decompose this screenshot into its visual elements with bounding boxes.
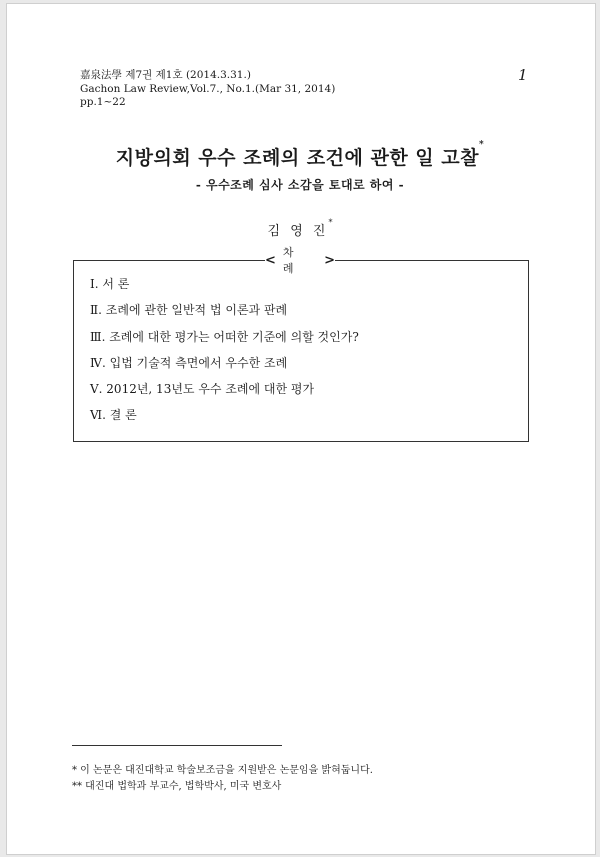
journal-pages: pp.1~22 bbox=[80, 96, 126, 108]
toc-heading-label: 차 례 bbox=[282, 246, 300, 275]
title-footnote-mark: * bbox=[479, 140, 485, 150]
toc-item: Ⅵ. 결 론 bbox=[90, 408, 137, 423]
paper-title-text: 지방의회 우수 조례의 조건에 관한 일 고찰 bbox=[115, 147, 479, 169]
toc-item: Ⅴ. 2012년, 13년도 우수 조례에 대한 평가 bbox=[90, 382, 315, 397]
journal-line-english: Gachon Law Review,Vol.7., No.1.(Mar 31, 2014) bbox=[80, 82, 336, 95]
paper-subtitle: - 우수조례 심사 소감을 토대로 하여 - bbox=[195, 178, 405, 192]
journal-citation bbox=[80, 69, 335, 110]
paper-title bbox=[0, 140, 600, 170]
footnote-funding: * 이 논문은 대진대학교 학술보조금을 지원받은 논문임을 밝혀둡니다. bbox=[72, 765, 373, 776]
footnote-author-affiliation: ** 대진대 법학과 부교수, 법학박사, 미국 변호사 bbox=[72, 781, 282, 792]
toc-heading-left-bracket: < bbox=[265, 252, 276, 268]
journal-line-korean: 嘉泉法學 제7권 제1호 (2014.3.31.) bbox=[80, 69, 251, 81]
toc-heading-right-bracket: > bbox=[324, 252, 335, 268]
toc-item: Ⅲ. 조례에 대한 평가는 어떠한 기준에 의할 것인가? bbox=[90, 329, 359, 344]
toc-list bbox=[90, 276, 359, 434]
footnote-divider bbox=[72, 745, 282, 746]
toc-item: Ⅰ. 서 론 bbox=[90, 277, 130, 291]
toc-item: Ⅱ. 조례에 관한 일반적 법 이론과 판례 bbox=[90, 303, 288, 318]
author-line bbox=[0, 220, 600, 239]
toc-item: Ⅳ. 입법 기술적 측면에서 우수한 조례 bbox=[90, 355, 288, 370]
page-number: 1 bbox=[518, 66, 528, 84]
author-name: 김 영 진 bbox=[267, 224, 329, 239]
toc-heading bbox=[265, 246, 335, 275]
author-footnote-mark: * bbox=[328, 218, 333, 227]
